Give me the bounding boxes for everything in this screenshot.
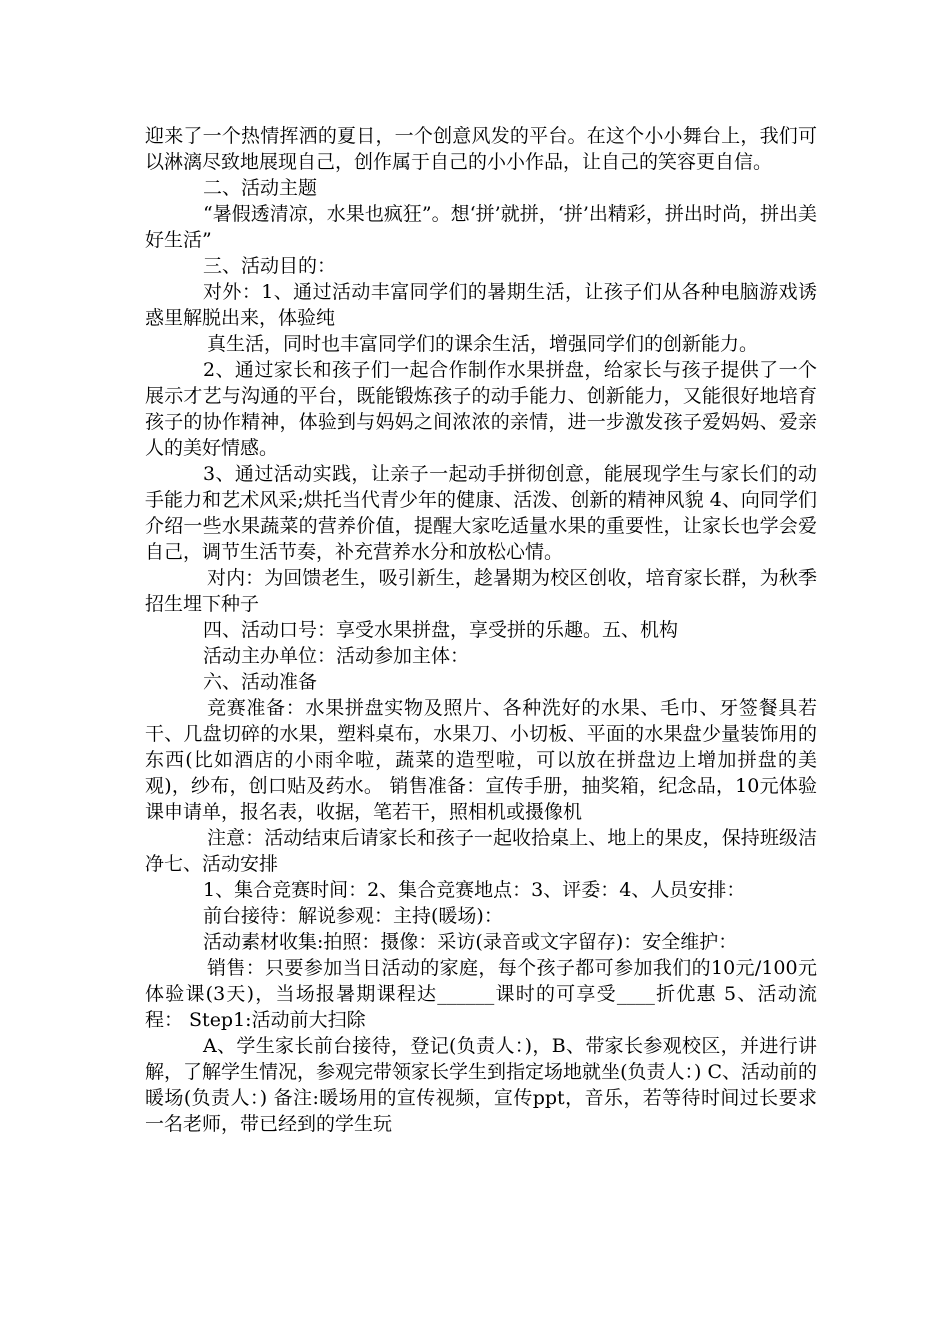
paragraph-purpose-internal: 对内：为回馈老生，吸引新生，趁暑期为校区创收，培育家长群，为秋季招生埋下种子: [145, 567, 817, 615]
paragraph-staff-1: 前台接待：解说参观：主持(暖场)：: [203, 905, 503, 927]
paragraph-schedule: 1、集合竞赛时间：2、集合竞赛地点：3、评委：4、人员安排：: [203, 879, 746, 901]
paragraph-sales: 销售：只要参加当日活动的家庭，每个孩子都可参加我们的10元/100元体验课(3天)，当场报暑期课程达______课时的可享受____折优惠 5、活动流程： Step1:活动前大扫除: [145, 957, 817, 1031]
paragraph-organizer: 活动主办单位：活动参加主体：: [203, 645, 470, 667]
heading-theme: 二、活动主题: [203, 177, 318, 199]
paragraph-note: 注意：活动结束后请家长和孩子一起收拾桌上、地上的果皮，保持班级洁净七、活动安排: [145, 827, 817, 875]
document-page: [145, 123, 817, 1137]
paragraph-theme: “暑假透清凉，水果也疯狂”。想‘拼’就拼，‘拼’出精彩，拼出时尚，拼出美好生活”: [145, 203, 817, 251]
paragraph-preparation: 竞赛准备：水果拼盘实物及照片、各种洗好的水果、毛巾、牙签餐具若干、几盘切碎的水果，塑料桌布，水果刀、小切板、平面的水果盘少量装饰用的东西(比如酒店的小雨伞啦，蔬菜的造型啦，可以放在拼盘边上增加拼盘的美观)，纱布，创口贴及药水。 销售准备：宣传手册，抽奖箱，纪念品，10元体验课申请单，报名表，收据，笔若干，照相机或摄像机: [145, 697, 817, 823]
heading-purpose: 三、活动目的：: [203, 255, 337, 277]
heading-slogan: 四、活动口号：享受水果拼盘，享受拼的乐趣。五、机构: [203, 619, 679, 641]
paragraph-purpose-external-cont: 真生活，同时也丰富同学们的课余生活，增强同学们的创新能力。: [207, 333, 759, 355]
paragraph-flow: A、学生家长前台接待，登记(负责人：)，B、带家长参观校区，并进行讲解，了解学生情况，参观完带领家长学生到指定场地就坐(负责人：) C、活动前的暖场(负责人：) 备注:暖场用的宣传视频，宣传ppt，音乐，若等待时间过长要求一名老师，带已经到的学生玩: [145, 1035, 817, 1135]
paragraph-intro: 迎来了一个热情挥洒的夏日，一个创意风发的平台。在这个小小舞台上，我们可以淋漓尽致地展现自己，创作属于自己的小小作品，让自己的笑容更自信。: [145, 125, 817, 173]
paragraph-staff-2: 活动素材收集:拍照：摄像：采访(录音或文字留存)：安全维护：: [203, 931, 738, 953]
paragraph-purpose-external: 对外：1、通过活动丰富同学们的暑期生活，让孩子们从各种电脑游戏诱惑里解脱出来，体验纯: [145, 281, 817, 329]
paragraph-purpose-3: 3、通过活动实践，让亲子一起动手拼彻创意，能展现学生与家长们的动手能力和艺术风采;烘托当代青少年的健康、活泼、创新的精神风貌 4、向同学们介绍一些水果蔬菜的营养价值，提醒大家吃适量水果的重要性，让家长也学会爱自己，调节生活节奏，补充营养水分和放松心情。: [145, 463, 817, 563]
paragraph-purpose-2: 2、通过家长和孩子们一起合作制作水果拼盘，给家长与孩子提供了一个展示才艺与沟通的平台，既能锻炼孩子的动手能力、创新能力，又能很好地培育孩子的协作精神，体验到与妈妈之间浓浓的亲情，进一步激发孩子爱妈妈、爱亲人的美好情感。: [145, 359, 817, 459]
heading-preparation: 六、活动准备: [203, 671, 318, 693]
